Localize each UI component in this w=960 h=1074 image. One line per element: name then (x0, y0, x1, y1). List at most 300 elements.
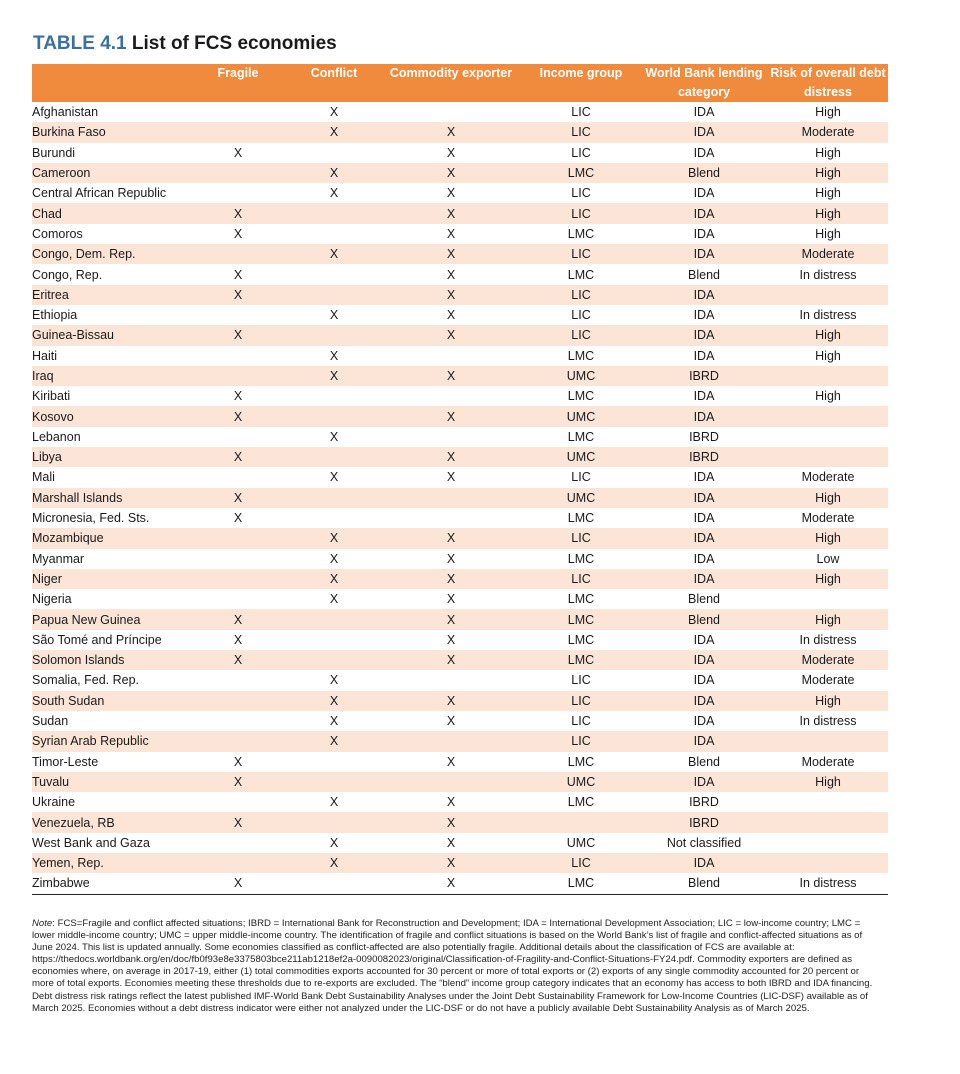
cell-conflict (288, 406, 380, 426)
cell-fragile: X (188, 873, 288, 894)
cell-country: Yemen, Rep. (32, 853, 188, 873)
cell-debt-distress: Moderate (768, 244, 888, 264)
cell-commodity-exporter: X (446, 308, 456, 323)
cell-debt-distress: High (768, 569, 888, 589)
cell-commodity-exporter (380, 772, 522, 792)
cell-income-group: LMC (567, 429, 595, 444)
cell-country: South Sudan (32, 691, 188, 711)
cell-debt-distress: Low (816, 551, 840, 566)
table-row (32, 264, 888, 284)
cell-debt-distress: High (768, 609, 888, 629)
table-row (32, 203, 888, 223)
cell-conflict: X (329, 714, 339, 729)
cell-commodity-exporter: X (380, 812, 522, 832)
cell-country: Comoros (32, 226, 83, 241)
table-title-text: List of FCS economies (131, 33, 337, 54)
table-number: TABLE 4.1 (33, 33, 127, 54)
column-header-country (32, 64, 188, 102)
header-row (32, 64, 888, 102)
cell-commodity-exporter: X (446, 835, 456, 850)
cell-conflict (288, 772, 380, 792)
cell-fragile: X (233, 145, 243, 160)
cell-fragile: X (188, 772, 288, 792)
cell-commodity-exporter (380, 670, 522, 690)
cell-income-group: UMC (566, 835, 596, 850)
cell-country: Chad (32, 203, 188, 223)
cell-fragile (188, 549, 288, 569)
cell-country: Cameroon (32, 163, 188, 183)
cell-income-group: LIC (522, 122, 640, 142)
cell-lending-category: IDA (640, 853, 768, 873)
cell-conflict (288, 386, 380, 406)
cell-commodity-exporter: X (380, 285, 522, 305)
cell-income-group: LMC (567, 348, 595, 363)
cell-country: West Bank and Gaza (32, 835, 150, 850)
cell-conflict: X (288, 569, 380, 589)
column-header-lending-category: World Bank lending category (640, 64, 768, 102)
cell-fragile: X (188, 203, 288, 223)
cell-commodity-exporter: X (380, 325, 522, 345)
cell-commodity-exporter: X (380, 528, 522, 548)
cell-commodity-exporter: X (380, 122, 522, 142)
cell-fragile (188, 427, 288, 447)
cell-debt-distress: High (768, 325, 888, 345)
cell-fragile: X (188, 609, 288, 629)
table-row (32, 589, 888, 609)
cell-conflict: X (288, 731, 380, 751)
cell-debt-distress: High (768, 691, 888, 711)
cell-lending-category: IDA (640, 122, 768, 142)
cell-fragile (188, 589, 288, 609)
table-row (32, 346, 888, 366)
cell-lending-category: IDA (640, 772, 768, 792)
cell-income-group: LIC (571, 145, 591, 160)
cell-fragile (188, 792, 288, 812)
cell-lending-category: Blend (640, 873, 768, 894)
table-row (32, 386, 888, 406)
column-header-conflict: Conflict (288, 64, 380, 102)
cell-lending-category: IDA (640, 569, 768, 589)
cell-income-group: LMC (522, 609, 640, 629)
table-note (32, 918, 880, 1015)
table-title (33, 33, 337, 55)
cell-conflict: X (288, 853, 380, 873)
cell-country: Venezuela, RB (32, 812, 188, 832)
cell-fragile: X (233, 754, 243, 769)
column-header-commodity-exporter: Commodity exporter (380, 64, 522, 102)
cell-commodity-exporter: X (380, 691, 522, 711)
cell-country: Afghanistan (32, 105, 99, 120)
table-row (32, 549, 888, 569)
cell-income-group: LIC (522, 244, 640, 264)
cell-income-group: LIC (571, 470, 591, 485)
cell-lending-category: IDA (640, 203, 768, 223)
cell-fragile (188, 691, 288, 711)
table-row (32, 447, 888, 467)
cell-commodity-exporter: X (380, 163, 522, 183)
cell-commodity-exporter: X (446, 226, 456, 241)
cell-income-group: LMC (567, 389, 595, 404)
cell-lending-category: IDA (693, 105, 715, 120)
cell-conflict: X (329, 795, 339, 810)
cell-conflict: X (329, 105, 339, 120)
table-row (32, 488, 888, 508)
table-row (32, 853, 888, 873)
cell-lending-category: IDA (693, 145, 715, 160)
cell-country: Timor-Leste (32, 754, 99, 769)
cell-debt-distress: In distress (799, 267, 857, 282)
cell-commodity-exporter (380, 488, 522, 508)
cell-income-group: LIC (571, 714, 591, 729)
cell-country: Somalia, Fed. Rep. (32, 673, 139, 688)
cell-conflict: X (329, 673, 339, 688)
table-row (32, 691, 888, 711)
cell-lending-category: Blend (640, 163, 768, 183)
cell-debt-distress (768, 833, 888, 853)
cell-fragile (188, 163, 288, 183)
cell-fragile (188, 122, 288, 142)
cell-country: Kosovo (32, 406, 188, 426)
cell-conflict: X (329, 429, 339, 444)
cell-income-group: LIC (522, 853, 640, 873)
cell-conflict (288, 609, 380, 629)
cell-country: Myanmar (32, 551, 85, 566)
table-row (32, 873, 888, 894)
cell-debt-distress: Moderate (768, 650, 888, 670)
cell-country: Micronesia, Fed. Sts. (32, 511, 150, 526)
cell-debt-distress: High (815, 105, 841, 120)
note-text: : FCS=Fragile and conflict affected situations; IBRD = International Bank for Reconstruction and Development; IDA = International Development Association; LIC = low-income country; LMC = lower middle-income country; UMC = upper middle-income country. The identification of fragile and conflict situations is based on the World Bank’s list of fragile and conflict-affected situations as of June 2024. This list is updated annually. Some economies classified as conflict-affected are also potentially fragile. Additional details about the classification of FCS are available at: https://thedocs.worldbank.org/en/doc/fb0f93e8e3375803bce211ab1218ef2a-0090082023/original/Classification-of-Fragility-and-Conflict-Situations-FY24.pdf. Commodity exporters are defined as economies where, on average in 2017-19, either (1) total commodities exports accounted for 30 percent or more of total exports or (2) exports of any single commodity accounted for 20 percent or more of total exports. Economies meeting these thresholds due to re-exports are excluded. The “blend” income group category indicates that an economy has access to both IBRD and IDA financing. Debt distress risk ratings reflect the latest published IMF-World Bank Debt Sustainability Analyses under the Joint Debt Sustainability Framework for Low-Income Countries (LIC-DSF) available as of March 2025. Economies without a debt distress indicator were either not analyzed under the LIC-DSF or do not have a publicly available Debt Sustainability Analysis as of March 2025. (32, 918, 873, 1014)
cell-debt-distress (768, 366, 888, 386)
cell-debt-distress: Moderate (768, 122, 888, 142)
cell-income-group: LMC (567, 267, 595, 282)
cell-fragile: X (188, 812, 288, 832)
cell-country: Eritrea (32, 285, 188, 305)
cell-country: Syrian Arab Republic (32, 731, 188, 751)
cell-commodity-exporter: X (446, 592, 456, 607)
cell-country: Lebanon (32, 429, 81, 444)
cell-debt-distress (768, 812, 888, 832)
cell-lending-category: Blend (640, 609, 768, 629)
cell-debt-distress: Moderate (801, 754, 855, 769)
cell-lending-category: IDA (693, 511, 715, 526)
cell-lending-category: IDA (640, 406, 768, 426)
table-row (32, 569, 888, 589)
cell-country: Zimbabwe (32, 873, 188, 894)
cell-commodity-exporter (380, 346, 522, 366)
cell-country: Burkina Faso (32, 122, 188, 142)
cell-income-group: LMC (522, 873, 640, 894)
column-header-fragile: Fragile (188, 64, 288, 102)
cell-fragile: X (233, 511, 243, 526)
cell-income-group (522, 812, 640, 832)
table-row (32, 772, 888, 792)
cell-debt-distress: High (768, 772, 888, 792)
cell-country: Iraq (32, 366, 188, 386)
cell-commodity-exporter: X (380, 244, 522, 264)
cell-conflict (288, 873, 380, 894)
cell-commodity-exporter: X (380, 406, 522, 426)
table-row (32, 731, 888, 751)
cell-lending-category: IBRD (640, 447, 768, 467)
cell-debt-distress: Moderate (801, 470, 855, 485)
table-row (32, 427, 888, 447)
table-row (32, 609, 888, 629)
cell-conflict (288, 650, 380, 670)
cell-conflict: X (329, 186, 339, 201)
cell-commodity-exporter: X (446, 714, 456, 729)
cell-fragile (188, 305, 288, 325)
table-row (32, 670, 888, 690)
table-row (32, 285, 888, 305)
cell-country: Nigeria (32, 592, 72, 607)
cell-country: Mali (32, 470, 55, 485)
cell-debt-distress: High (815, 226, 841, 241)
cell-income-group: LIC (571, 308, 591, 323)
cell-country: Burundi (32, 145, 76, 160)
cell-fragile: X (188, 285, 288, 305)
cell-conflict: X (288, 163, 380, 183)
cell-income-group: UMC (522, 772, 640, 792)
cell-fragile (188, 346, 288, 366)
table-row (32, 406, 888, 426)
cell-country: Niger (32, 569, 188, 589)
cell-commodity-exporter: X (446, 267, 456, 282)
cell-lending-category: IDA (640, 528, 768, 548)
cell-conflict: X (329, 551, 339, 566)
cell-conflict: X (288, 244, 380, 264)
cell-income-group: LMC (567, 511, 595, 526)
cell-lending-category: Blend (688, 754, 720, 769)
cell-debt-distress (768, 427, 888, 447)
cell-conflict: X (288, 528, 380, 548)
cell-lending-category: IDA (693, 673, 715, 688)
cell-conflict (288, 224, 380, 244)
cell-commodity-exporter: X (380, 650, 522, 670)
cell-commodity-exporter (380, 731, 522, 751)
cell-debt-distress: High (815, 186, 841, 201)
cell-lending-category: IDA (693, 632, 715, 647)
cell-debt-distress: High (768, 488, 888, 508)
cell-fragile: X (188, 488, 288, 508)
cell-conflict: X (288, 691, 380, 711)
table-row (32, 467, 888, 487)
cell-conflict: X (288, 366, 380, 386)
cell-commodity-exporter (380, 508, 522, 528)
cell-fragile (188, 731, 288, 751)
cell-commodity-exporter (380, 102, 522, 122)
cell-lending-category: IDA (693, 186, 715, 201)
cell-fragile: X (233, 226, 243, 241)
cell-commodity-exporter (380, 386, 522, 406)
cell-debt-distress: In distress (799, 714, 857, 729)
cell-commodity-exporter: X (380, 366, 522, 386)
table-row (32, 102, 888, 122)
cell-country: São Tomé and Príncipe (32, 632, 162, 647)
cell-conflict (288, 488, 380, 508)
cell-lending-category: IDA (640, 691, 768, 711)
cell-income-group: LIC (522, 285, 640, 305)
cell-conflict (288, 143, 380, 163)
cell-conflict (288, 630, 380, 650)
cell-fragile (188, 102, 288, 122)
cell-commodity-exporter: X (380, 447, 522, 467)
cell-fragile: X (233, 389, 243, 404)
cell-commodity-exporter: X (380, 609, 522, 629)
cell-fragile: X (188, 406, 288, 426)
cell-conflict: X (329, 835, 339, 850)
cell-income-group: LMC (567, 592, 595, 607)
cell-income-group: UMC (522, 488, 640, 508)
cell-country: Papua New Guinea (32, 609, 188, 629)
cell-country: Mozambique (32, 528, 188, 548)
cell-fragile: X (188, 650, 288, 670)
cell-lending-category: IDA (640, 488, 768, 508)
cell-income-group: LIC (571, 673, 591, 688)
cell-lending-category: IDA (640, 731, 768, 751)
cell-country: Libya (32, 447, 188, 467)
cell-debt-distress: High (815, 348, 841, 363)
cell-lending-category: IDA (693, 308, 715, 323)
cell-fragile: X (188, 447, 288, 467)
cell-debt-distress: In distress (799, 632, 857, 647)
cell-income-group: LIC (571, 186, 591, 201)
cell-commodity-exporter: X (446, 145, 456, 160)
cell-lending-category: IDA (693, 551, 715, 566)
cell-lending-category: IDA (640, 285, 768, 305)
cell-fragile (188, 366, 288, 386)
cell-income-group: LIC (522, 691, 640, 711)
cell-country: Ethiopia (32, 308, 78, 323)
cell-lending-category: IDA (693, 348, 715, 363)
cell-fragile (188, 853, 288, 873)
cell-commodity-exporter (380, 427, 522, 447)
cell-debt-distress: High (768, 203, 888, 223)
cell-conflict: X (329, 348, 339, 363)
table-row (32, 183, 888, 203)
cell-conflict: X (329, 308, 339, 323)
cell-debt-distress: High (815, 389, 841, 404)
cell-debt-distress (768, 731, 888, 751)
cell-fragile: X (188, 325, 288, 345)
cell-income-group: UMC (522, 406, 640, 426)
table-row (32, 224, 888, 244)
cell-debt-distress: Moderate (801, 511, 855, 526)
cell-income-group: LIC (522, 203, 640, 223)
table-row (32, 752, 888, 772)
cell-income-group: LMC (567, 632, 595, 647)
cell-conflict (288, 752, 380, 772)
cell-debt-distress (768, 285, 888, 305)
table-row (32, 528, 888, 548)
table-row (32, 812, 888, 832)
cell-fragile (188, 569, 288, 589)
cell-income-group: LMC (567, 226, 595, 241)
cell-lending-category: IBRD (689, 795, 719, 810)
cell-debt-distress: In distress (768, 873, 888, 894)
cell-country: Sudan (32, 714, 69, 729)
cell-country: Congo, Dem. Rep. (32, 244, 188, 264)
cell-country: Guinea-Bissau (32, 325, 188, 345)
cell-commodity-exporter: X (380, 873, 522, 894)
cell-debt-distress (768, 792, 888, 812)
cell-lending-category: IBRD (640, 366, 768, 386)
cell-income-group: LIC (522, 569, 640, 589)
table-row (32, 163, 888, 183)
cell-country: Congo, Rep. (32, 267, 103, 282)
table-row (32, 325, 888, 345)
cell-income-group: LMC (522, 163, 640, 183)
cell-commodity-exporter: X (380, 853, 522, 873)
cell-debt-distress: High (768, 528, 888, 548)
cell-conflict (288, 264, 380, 284)
cell-income-group: LIC (522, 731, 640, 751)
cell-commodity-exporter: X (380, 203, 522, 223)
cell-fragile (188, 528, 288, 548)
cell-lending-category: Blend (688, 267, 720, 282)
cell-conflict (288, 812, 380, 832)
cell-income-group: LMC (567, 795, 595, 810)
cell-debt-distress (768, 406, 888, 426)
cell-fragile (188, 244, 288, 264)
cell-conflict (288, 508, 380, 528)
cell-debt-distress: In distress (799, 308, 857, 323)
cell-income-group: LIC (522, 325, 640, 345)
cell-conflict: X (288, 122, 380, 142)
cell-fragile (188, 670, 288, 690)
cell-lending-category: IBRD (689, 429, 719, 444)
table-row (32, 122, 888, 142)
cell-income-group: LMC (567, 551, 595, 566)
cell-commodity-exporter: X (446, 632, 456, 647)
table-row (32, 711, 888, 731)
cell-debt-distress: High (768, 163, 888, 183)
cell-income-group: UMC (522, 447, 640, 467)
cell-commodity-exporter: X (446, 551, 456, 566)
cell-country: Tuvalu (32, 772, 188, 792)
column-header-income-group: Income group (522, 64, 640, 102)
cell-commodity-exporter: X (446, 754, 456, 769)
cell-debt-distress (768, 853, 888, 873)
table-row (32, 630, 888, 650)
cell-fragile (188, 833, 288, 853)
cell-country: Haiti (32, 348, 58, 363)
cell-country: Ukraine (32, 795, 76, 810)
note-label: Note (32, 918, 53, 929)
cell-debt-distress: High (815, 145, 841, 160)
table-row (32, 792, 888, 812)
cell-lending-category: Not classified (666, 835, 742, 850)
cell-lending-category: IDA (640, 650, 768, 670)
cell-commodity-exporter: X (446, 470, 456, 485)
cell-lending-category: IBRD (640, 812, 768, 832)
table-row (32, 650, 888, 670)
cell-debt-distress: Moderate (801, 673, 855, 688)
cell-conflict: X (329, 470, 339, 485)
table-row (32, 244, 888, 264)
table-row (32, 508, 888, 528)
cell-conflict (288, 325, 380, 345)
table-row (32, 366, 888, 386)
table-row (32, 305, 888, 325)
cell-lending-category: IDA (640, 325, 768, 345)
cell-fragile: X (233, 632, 243, 647)
cell-lending-category: IDA (693, 470, 715, 485)
cell-fragile: X (233, 267, 243, 282)
cell-lending-category: IDA (693, 226, 715, 241)
cell-conflict: X (329, 592, 339, 607)
cell-commodity-exporter: X (380, 569, 522, 589)
